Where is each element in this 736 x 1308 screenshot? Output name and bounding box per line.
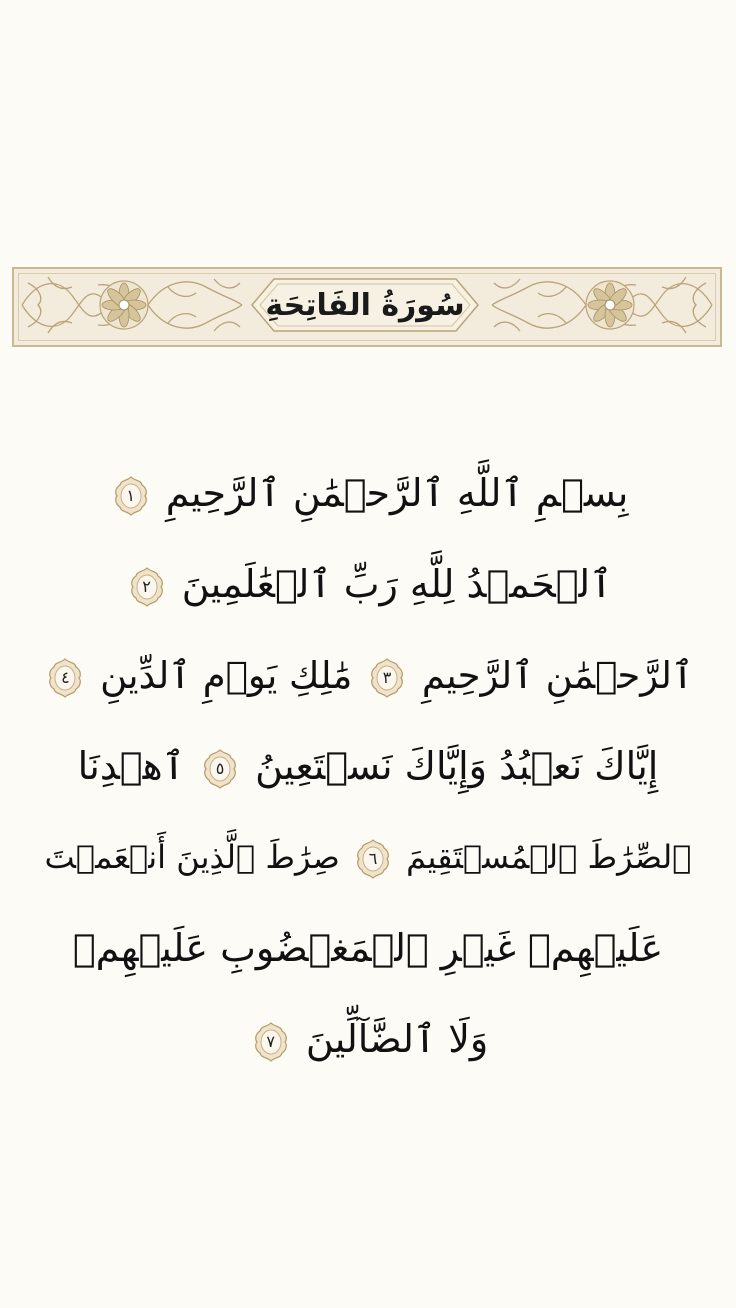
ayah-end-marker-icon: [114, 476, 148, 516]
ayah-number: ١: [126, 485, 135, 505]
verse-text: وَلَا ٱلضَّآلِّينَ: [305, 1017, 489, 1061]
verse-line: [40, 721, 696, 812]
ayah-end-marker-icon: [203, 749, 237, 789]
verse-line: [40, 812, 696, 903]
ayah-number: ٣: [382, 667, 392, 687]
ayah-end-marker-icon: [130, 567, 164, 607]
verse-text: إِيَّاكَ نَعۡبُدُ وَإِيَّاكَ نَسۡتَعِينُ: [255, 744, 659, 788]
arabesque-scroll-icon: [488, 269, 716, 341]
verse-line: [40, 994, 696, 1085]
verse-text: صِرَٰطَ ٱلَّذِينَ أَنۡعَمۡتَ: [44, 838, 340, 876]
ayah-end-marker-icon: [356, 839, 390, 879]
verse-text: ٱلۡحَمۡدُ لِلَّهِ رَبِّ ٱلۡعَٰلَمِينَ: [181, 562, 613, 606]
verse-text: مَٰلِكِ يَوۡمِ ٱلدِّينِ: [100, 654, 353, 697]
verse-text: ٱهۡدِنَا: [77, 744, 185, 788]
ayah-number: ٥: [215, 758, 225, 778]
ayah-number: ٤: [61, 667, 70, 687]
ayah-end-marker-icon: [48, 658, 82, 698]
verse-text: ٱلرَّحۡمَٰنِ ٱلرَّحِيمِ: [421, 654, 694, 697]
ayah-number: ٢: [142, 576, 151, 596]
ayah-number: ٦: [368, 849, 378, 868]
verse-line: [40, 448, 696, 539]
ayah-number: ٧: [266, 1031, 276, 1051]
verse-line: [40, 903, 696, 994]
surah-header-banner: [12, 267, 722, 347]
ayah-end-marker-icon: [254, 1022, 288, 1062]
rosette-icon: [100, 281, 148, 329]
verse-line: [40, 630, 696, 721]
verses-block: [40, 448, 696, 1085]
surah-title: سُورَةُ الفَاتِحَةِ: [265, 287, 465, 323]
verse-text: ٱلصِّرَٰطَ ٱلۡمُسۡتَقِيمَ: [406, 838, 692, 876]
verse-text: بِسۡمِ ٱللَّهِ ٱلرَّحۡمَٰنِ ٱلرَّحِيمِ: [165, 471, 629, 515]
verse-line: [40, 539, 696, 630]
verse-text: عَلَيۡهِمۡ غَيۡرِ ٱلۡمَغۡضُوبِ عَلَيۡهِمۡ: [72, 926, 664, 970]
arabesque-scroll-icon: [18, 269, 246, 341]
rosette-icon: [586, 281, 634, 329]
ayah-end-marker-icon: [370, 658, 404, 698]
